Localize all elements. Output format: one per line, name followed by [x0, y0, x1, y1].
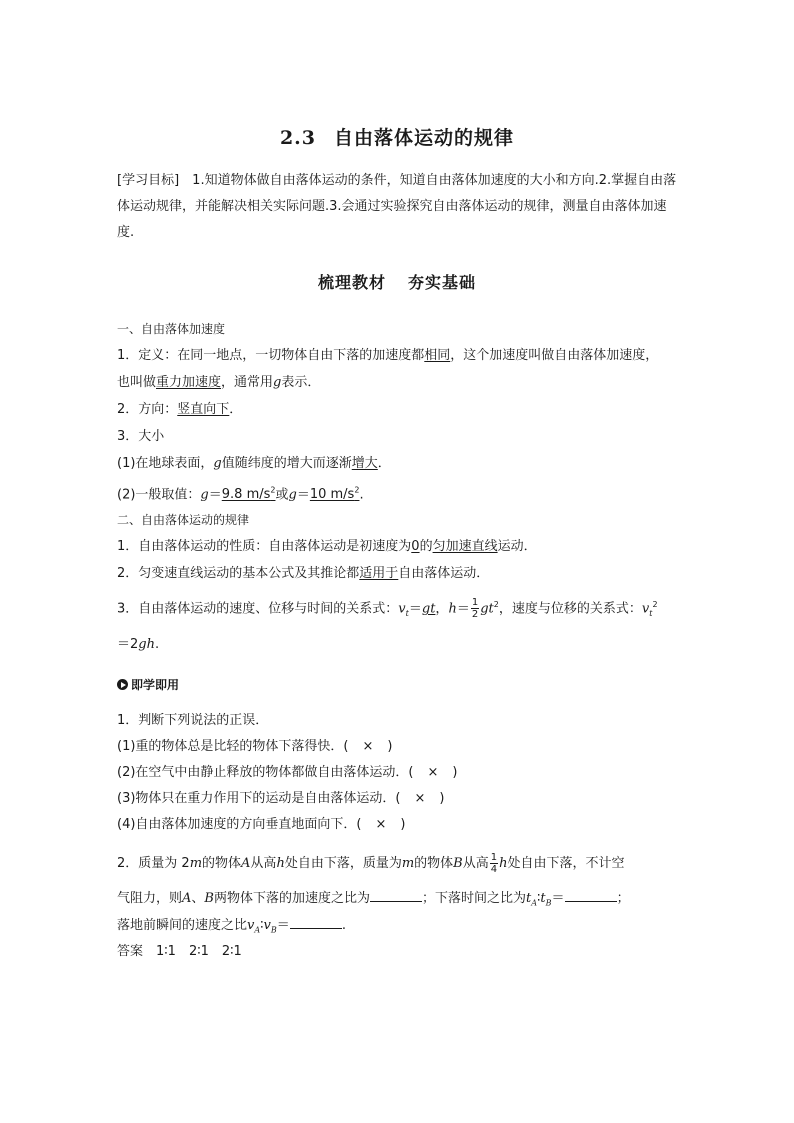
symbol-t: t: [540, 891, 546, 906]
text: 的物体: [414, 856, 454, 871]
blank-answer: 匀加速直线: [432, 539, 498, 554]
text: ＝2: [117, 637, 139, 652]
symbol-t: t: [526, 891, 532, 906]
text: 1．定义：在同一地点，一切物体自由下落的加速度都: [117, 348, 425, 363]
formula-gh: gh: [138, 637, 155, 652]
numerator: 1: [490, 852, 498, 863]
text: 处自由下落，不计空: [507, 856, 625, 871]
subscript-B: B: [545, 898, 552, 908]
part2-heading: 二、自由落体运动的规律: [117, 513, 250, 527]
law-line-3: 3．自由落体运动的速度、位移与时间的关系式：$v_t=gt$，h＝ $\frac{1}{2}$ $gt^2$，速度与位移的关系式：$v_t^2$: [117, 597, 658, 621]
size-line: 3．大小: [117, 429, 165, 444]
text: 或: [275, 487, 289, 503]
law-line-4: [117, 636, 159, 654]
answer-blank[interactable]: [370, 889, 422, 902]
text: 也叫做: [117, 375, 157, 390]
text: ，通常用: [221, 375, 274, 390]
text: (1)在地球表面，: [117, 456, 214, 471]
text: ＝: [276, 918, 290, 933]
text: 2．质量为 2: [117, 856, 190, 871]
judge-item: [117, 764, 457, 782]
blank-answer: 9.8 $m/s^2$: [221, 486, 276, 503]
play-circle-icon: [117, 679, 128, 690]
direction-line: [117, 401, 242, 419]
title-number: 2.3: [279, 127, 317, 149]
question-2-line-3: [117, 916, 346, 940]
text: ): [400, 817, 406, 832]
learning-objectives: [117, 168, 682, 246]
definition-line-2: [117, 374, 320, 392]
subscript-t: t: [405, 608, 409, 618]
judge-item: [117, 816, 405, 834]
symbol-h: h: [448, 601, 457, 617]
question-1: 1．判断下列说法的正误．: [117, 713, 269, 728]
text: 3．自由落体运动的速度、位移与时间的关系式：: [117, 601, 399, 617]
wrong-mark: ×: [427, 765, 439, 780]
symbol-v: v: [263, 918, 271, 933]
blank-answer: 适用于: [359, 566, 399, 581]
objectives-label: [学习目标]: [117, 173, 180, 188]
item-text: (2)在空气中由静止释放的物体都做自由落体运动．(: [117, 765, 414, 780]
text: 值随纬度的增大而逐渐: [221, 456, 352, 471]
text: ，速度与位移的关系式：: [498, 601, 642, 617]
symbol-g: g: [288, 487, 297, 503]
text: ．: [377, 456, 391, 471]
blank-answer: 竖直向下: [177, 402, 230, 417]
text: ；下落时间之比为: [422, 891, 527, 906]
symbol-A: A: [241, 856, 251, 871]
text: .: [341, 918, 346, 933]
text: 、: [191, 891, 205, 906]
definition-line-1: [117, 347, 658, 365]
symbol-B: B: [204, 891, 214, 906]
text: 的物体: [202, 856, 242, 871]
section-heading: [0, 270, 794, 293]
fraction-quarter: [490, 852, 498, 875]
section-heading-part2: 夯实基础: [408, 273, 477, 292]
symbol-g: g: [200, 487, 209, 503]
text: (2)一般取值：: [117, 487, 201, 503]
blank-answer: 10 $m/s^2$: [309, 486, 360, 503]
answer-blank[interactable]: [290, 916, 342, 929]
value: 9.8 m/s: [221, 487, 271, 503]
symbol-m: m: [401, 856, 415, 871]
practice-label: [117, 676, 179, 694]
text: 2．匀变速直线运动的基本公式及其推论都: [117, 566, 360, 581]
text: 处自由下落，质量为: [284, 856, 402, 871]
text: 自由落体运动．: [398, 566, 490, 581]
symbol-v: v: [398, 601, 406, 617]
symbol-v: v: [247, 918, 255, 933]
blank-answer: 重力加速度: [156, 375, 222, 390]
symbol-A: A: [182, 891, 192, 906]
text: 从高: [250, 856, 277, 871]
text: 的: [419, 539, 433, 554]
text: ＝: [551, 891, 565, 906]
question-2-line-1: [117, 852, 625, 875]
size-item-2: [117, 482, 364, 504]
question-2-line-2: [117, 889, 630, 913]
objectives-text: 1.知道物体做自由落体运动的条件，知道自由落体加速度的大小和方向.2.掌握自由落体运动规律，并能解决相关实际问题.3.会通过实验探究自由落体运动的规律，测量自由落体加速度.: [117, 173, 677, 240]
text: ＝: [208, 487, 222, 503]
text: 气阻力，则: [117, 891, 183, 906]
text: ): [439, 791, 445, 806]
numerator: 1: [471, 597, 479, 609]
text: ；: [616, 891, 630, 906]
text: ．: [229, 402, 243, 417]
text: 落地前瞬间的速度之比: [117, 918, 248, 933]
answer-blank[interactable]: [565, 889, 617, 902]
part1-heading: 一、自由落体加速度: [117, 322, 226, 336]
symbol-v: v: [641, 601, 650, 617]
section-heading-part1: 梳理教材: [317, 273, 386, 292]
blank-answer: 增大: [351, 456, 378, 471]
denominator: 2: [471, 609, 479, 621]
text: 两物体下落的加速度之比为: [213, 891, 370, 906]
size-item-1: [117, 455, 391, 473]
text: 2．方向：: [117, 402, 178, 417]
text: ，这个加速度叫做自由落体加速度，: [450, 348, 659, 363]
blank-answer: 0: [411, 539, 420, 554]
text: .: [154, 637, 160, 652]
subscript-A: A: [254, 925, 261, 935]
text: ): [452, 765, 458, 780]
subscript-B: B: [270, 925, 277, 935]
item-text: (3)物体只在重力作用下的运动是自由落体运动．(: [117, 791, 401, 806]
symbol-m: m: [189, 856, 203, 871]
text: ∶: [537, 891, 541, 906]
subscript-A: A: [531, 898, 538, 908]
symbol-h: h: [499, 856, 508, 871]
wrong-mark: ×: [362, 739, 374, 754]
value: 10 m/s: [309, 487, 355, 503]
text: ∶: [260, 918, 264, 933]
judge-item: [117, 790, 444, 808]
item-text: (4)自由落体加速度的方向垂直地面向下．(: [117, 817, 362, 832]
symbol-h: h: [276, 856, 285, 871]
symbol-B: B: [453, 856, 463, 871]
blank-answer: 相同: [424, 348, 451, 363]
formula-gt2: gt: [480, 601, 494, 617]
symbol-g: g: [273, 375, 282, 390]
item-text: (1)重的物体总是比轻的物体下落得快．(: [117, 739, 349, 754]
text: 1．自由落体运动的性质：自由落体运动是初速度为: [117, 539, 412, 554]
practice-label-text: 即学即用: [131, 678, 180, 692]
formula-gt: gt: [421, 601, 436, 617]
title-text: 自由落体运动的规律: [334, 127, 515, 149]
text: 表示．: [281, 375, 321, 390]
symbol-g: g: [213, 456, 222, 471]
answer-line: [117, 943, 242, 961]
denominator: 4: [490, 864, 498, 875]
subscript-t: t: [649, 608, 653, 618]
text: ＝: [456, 601, 470, 617]
text: ): [387, 739, 393, 754]
answer-label: 答案: [117, 944, 144, 959]
wrong-mark: ×: [414, 791, 426, 806]
text: ，: [435, 601, 449, 617]
text: ＝: [296, 487, 310, 503]
page-title: [0, 123, 794, 150]
text: .: [359, 487, 364, 503]
law-line-1: [117, 538, 537, 556]
text: ＝: [408, 601, 422, 617]
judge-item: [117, 738, 392, 756]
text: 从高: [462, 856, 489, 871]
answer-values: 1∶1 2∶1 2∶1: [156, 944, 242, 959]
fraction-half: [471, 597, 479, 620]
wrong-mark: ×: [375, 817, 387, 832]
law-line-2: [117, 565, 489, 583]
text: 运动．: [497, 539, 537, 554]
